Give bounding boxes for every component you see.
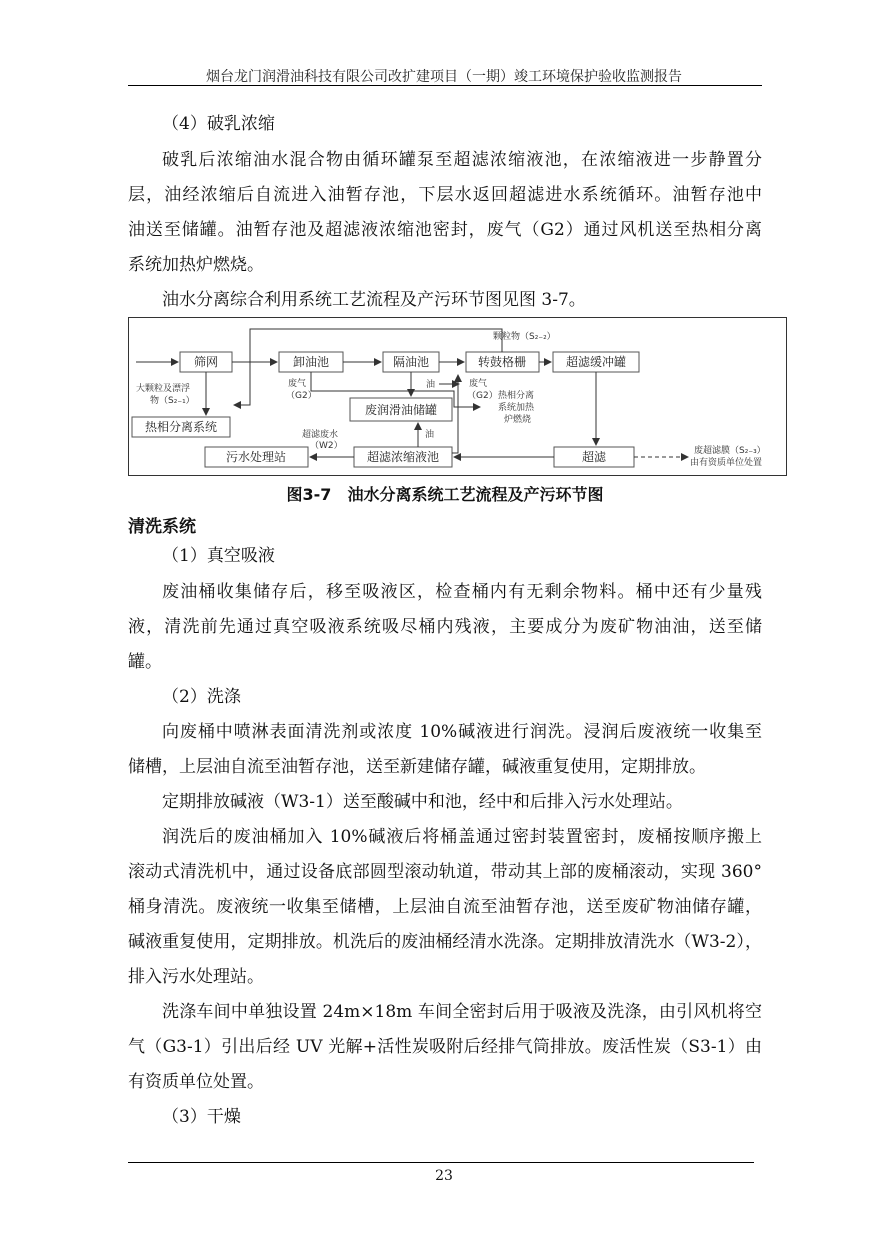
subheading-demulsify: （4）破乳浓缩 xyxy=(162,114,275,134)
label-thermal-burn: 炉燃烧 xyxy=(504,415,532,425)
paragraph-line: 碱液重复使用，定期排放。机洗后的废油桶经清水洗涤。定期排放清洗水（W3-2）， xyxy=(128,932,762,952)
label-particles: 颗粒物（S₂₋₂） xyxy=(493,332,556,342)
running-header: 烟台龙门润滑油科技有限公司改扩建项目（一期）竣工环境保护验收监测报告 xyxy=(206,69,682,85)
paragraph-line: 气（G3-1）引出后经 UV 光解+活性炭吸附后经排气筒排放。废活性炭（S3-1）由 xyxy=(128,1037,762,1057)
label-big-particles-code: 物（S₂₋₁） xyxy=(150,396,195,406)
paragraph-line: 洗涤车间中单独设置 24m×18m 车间全密封后用于吸液及洗涤，由引风机将空 xyxy=(162,1002,762,1022)
node-uf-concentrate-pool: 超滤浓缩液池 xyxy=(366,450,440,464)
paragraph-line: 废油桶收集储存后，移至吸液区，检查桶内有无剩余物料。桶中还有少量残 xyxy=(162,582,762,602)
label-membrane-disposal: 由有资质单位处置 xyxy=(690,458,763,468)
process-flow-diagram xyxy=(128,317,788,477)
subheading-vacuum: （1）真空吸液 xyxy=(162,546,275,566)
label-thermal-burn: 热相分离 xyxy=(498,391,535,401)
node-ultrafiltration: 超滤 xyxy=(581,450,607,464)
paragraph-line: 有资质单位处置。 xyxy=(128,1072,264,1092)
paragraph-line: 液，清洗前先通过真空吸液系统吸尽桶内残液，主要成分为废矿物油油，送至储 xyxy=(128,617,762,637)
node-unload-pool: 卸油池 xyxy=(292,355,330,369)
paragraph-line: 层，油经浓缩后自流进入油暂存池，下层水返回超滤进水系统循环。油暂存池中 xyxy=(128,185,762,205)
page-number: 23 xyxy=(435,1168,453,1184)
footer-rule xyxy=(128,1162,754,1163)
label-exhaust-gas-code: （G2） xyxy=(467,391,498,401)
paragraph-line: 桶身清洗。废液统一收集至储槽，上层油自流至油暂存池，送至废矿物油储存罐， xyxy=(128,897,762,917)
label-oil: 油 xyxy=(425,430,435,440)
label-uf-waste-water: 超滤废水 xyxy=(302,430,339,440)
label-oil: 油 xyxy=(426,380,436,390)
paragraph-line: 油水分离综合利用系统工艺流程及产污环节图见图 3-7。 xyxy=(162,290,586,310)
paragraph-line: 储槽，上层油自流至油暂存池，送至新建储存罐，碱液重复使用，定期排放。 xyxy=(128,757,706,777)
paragraph-line: 排入污水处理站。 xyxy=(128,967,264,987)
node-drum-grille: 转鼓格栅 xyxy=(477,355,527,369)
subheading-drying: （3）干燥 xyxy=(162,1107,241,1127)
paragraph-line: 油送至储罐。油暂存池及超滤液浓缩池密封，废气（G2）通过风机送至热相分离 xyxy=(128,220,762,240)
paragraph-line: 向废桶中喷淋表面清洗剂或浓度 10%碱液进行润洗。浸润后废液统一收集至 xyxy=(162,722,762,742)
paragraph-line: 定期排放碱液（W3-1）送至酸碱中和池，经中和后排入污水处理站。 xyxy=(162,792,683,812)
node-thermal-separation: 热相分离系统 xyxy=(144,420,218,434)
figure-caption: 图3-7 油水分离系统工艺流程及产污环节图 xyxy=(286,485,604,504)
header-rule xyxy=(128,85,762,86)
node-sewage-station: 污水处理站 xyxy=(225,450,287,464)
label-exhaust-gas: 废气 xyxy=(288,379,307,389)
paragraph-line: 滚动式清洗机中，通过设备底部圆型滚动轨道，带动其上部的废桶滚动，实现 360° xyxy=(128,862,762,882)
paragraph-line: 破乳后浓缩油水混合物由循环罐泵至超滤浓缩液池，在浓缩液进一步静置分 xyxy=(162,150,762,170)
label-waste-membrane: 废超滤膜（S₂₋₃） xyxy=(694,446,766,456)
node-oil-separator: 隔油池 xyxy=(392,355,430,369)
subheading-washing: （2）洗涤 xyxy=(162,687,241,707)
node-screen: 筛网 xyxy=(193,355,219,369)
label-uf-waste-water-code: （W2） xyxy=(310,441,343,451)
label-big-particles: 大颗粒及漂浮 xyxy=(136,384,191,394)
section-title: 清洗系统 xyxy=(128,517,196,537)
paragraph-line: 系统加热炉燃烧。 xyxy=(128,255,264,275)
paragraph-line: 罐。 xyxy=(128,652,162,672)
paragraph-line: 润洗后的废油桶加入 10%碱液后将桶盖通过密封装置密封，废桶按顺序搬上 xyxy=(162,827,762,847)
label-exhaust-gas: 废气 xyxy=(469,379,488,389)
node-uf-buffer-tank: 超滤缓冲罐 xyxy=(565,355,627,369)
label-exhaust-gas-code: （G2） xyxy=(286,391,317,401)
label-thermal-burn: 系统加热 xyxy=(498,403,535,413)
node-waste-oil-tank: 废润滑油储罐 xyxy=(364,403,438,417)
